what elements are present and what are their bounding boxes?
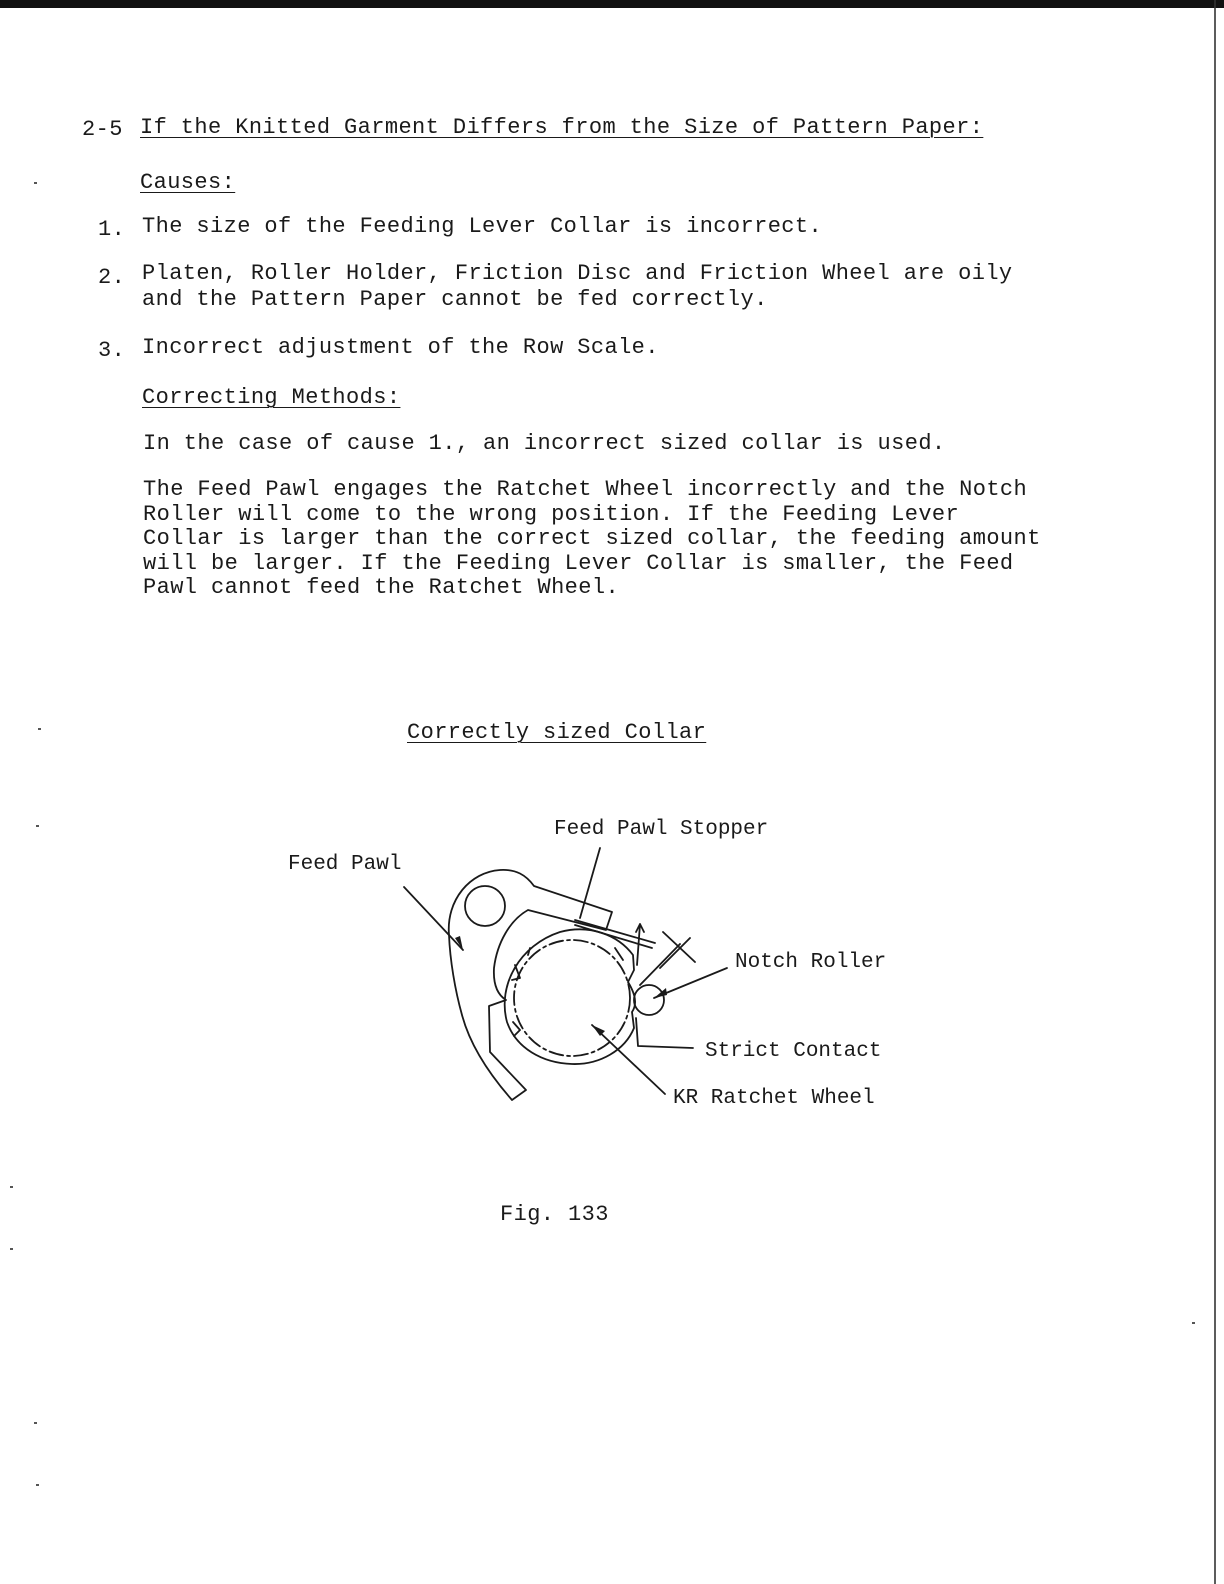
label-feed-pawl: Feed Pawl bbox=[288, 853, 402, 876]
causes-heading: Causes: bbox=[140, 170, 236, 195]
section-title: If the Knitted Garment Differs from the Size of Pattern Paper: bbox=[140, 115, 984, 140]
stopper-strip bbox=[575, 920, 655, 948]
dimension-marks bbox=[636, 924, 695, 985]
scan-speck bbox=[10, 1186, 13, 1188]
cause-2-number: 2. bbox=[98, 265, 126, 290]
cause-3-number: 3. bbox=[98, 338, 126, 363]
scan-speck bbox=[38, 728, 41, 730]
cause-1-text: The size of the Feeding Lever Collar is incorrect. bbox=[142, 214, 823, 239]
feed-pawl-leader bbox=[404, 887, 463, 950]
paragraph-line: The Feed Pawl engages the Ratchet Wheel incorrectly and the Notch bbox=[143, 477, 1028, 502]
scan-speck bbox=[10, 1248, 13, 1250]
notch-roller bbox=[634, 985, 664, 1015]
figure-title: Correctly sized Collar bbox=[407, 720, 707, 745]
cause-2-line-1: Platen, Roller Holder, Friction Disc and Friction Wheel are oily bbox=[142, 261, 1013, 286]
methods-paragraph-1: In the case of cause 1., an incorrect sized collar is used. bbox=[143, 431, 946, 456]
paragraph-line: Collar is larger than the correct sized collar, the feeding amount bbox=[143, 526, 1041, 551]
paragraph-line: Pawl cannot feed the Ratchet Wheel. bbox=[143, 575, 620, 600]
ratchet-teeth bbox=[512, 948, 623, 1036]
pawl-pivot-hole bbox=[465, 886, 505, 926]
feed-pawl-shape bbox=[449, 870, 612, 1100]
paragraph-line: will be larger. If the Feeding Lever Collar is smaller, the Feed bbox=[143, 550, 1014, 576]
cause-3-text: Incorrect adjustment of the Row Scale. bbox=[142, 335, 659, 360]
label-strict-contact: Strict Contact bbox=[705, 1040, 882, 1063]
ratchet-pitch-circle bbox=[514, 940, 630, 1056]
paragraph-line: Roller will come to the wrong position. If the Feeding Lever bbox=[143, 501, 960, 527]
scan-speck bbox=[34, 182, 37, 184]
scan-speck bbox=[36, 825, 39, 827]
scan-speck bbox=[36, 1484, 39, 1486]
methods-heading: Correcting Methods: bbox=[142, 385, 401, 410]
section-number: 2-5 bbox=[82, 117, 123, 142]
cause-1-number: 1. bbox=[98, 217, 126, 242]
label-notch-roller: Notch Roller bbox=[735, 951, 887, 974]
label-feed-pawl-stopper: Feed Pawl Stopper bbox=[554, 818, 769, 841]
label-ratchet-wheel: KR Ratchet Wheel bbox=[673, 1087, 875, 1110]
ratchet-wheel-leader bbox=[592, 1025, 665, 1094]
strict-contact-leader bbox=[636, 1018, 693, 1048]
scan-speck bbox=[34, 1422, 37, 1424]
scan-speck bbox=[1192, 1322, 1195, 1324]
figure-caption: Fig. 133 bbox=[500, 1202, 609, 1227]
cause-2-line-2: and the Pattern Paper cannot be fed correctly. bbox=[142, 287, 768, 312]
